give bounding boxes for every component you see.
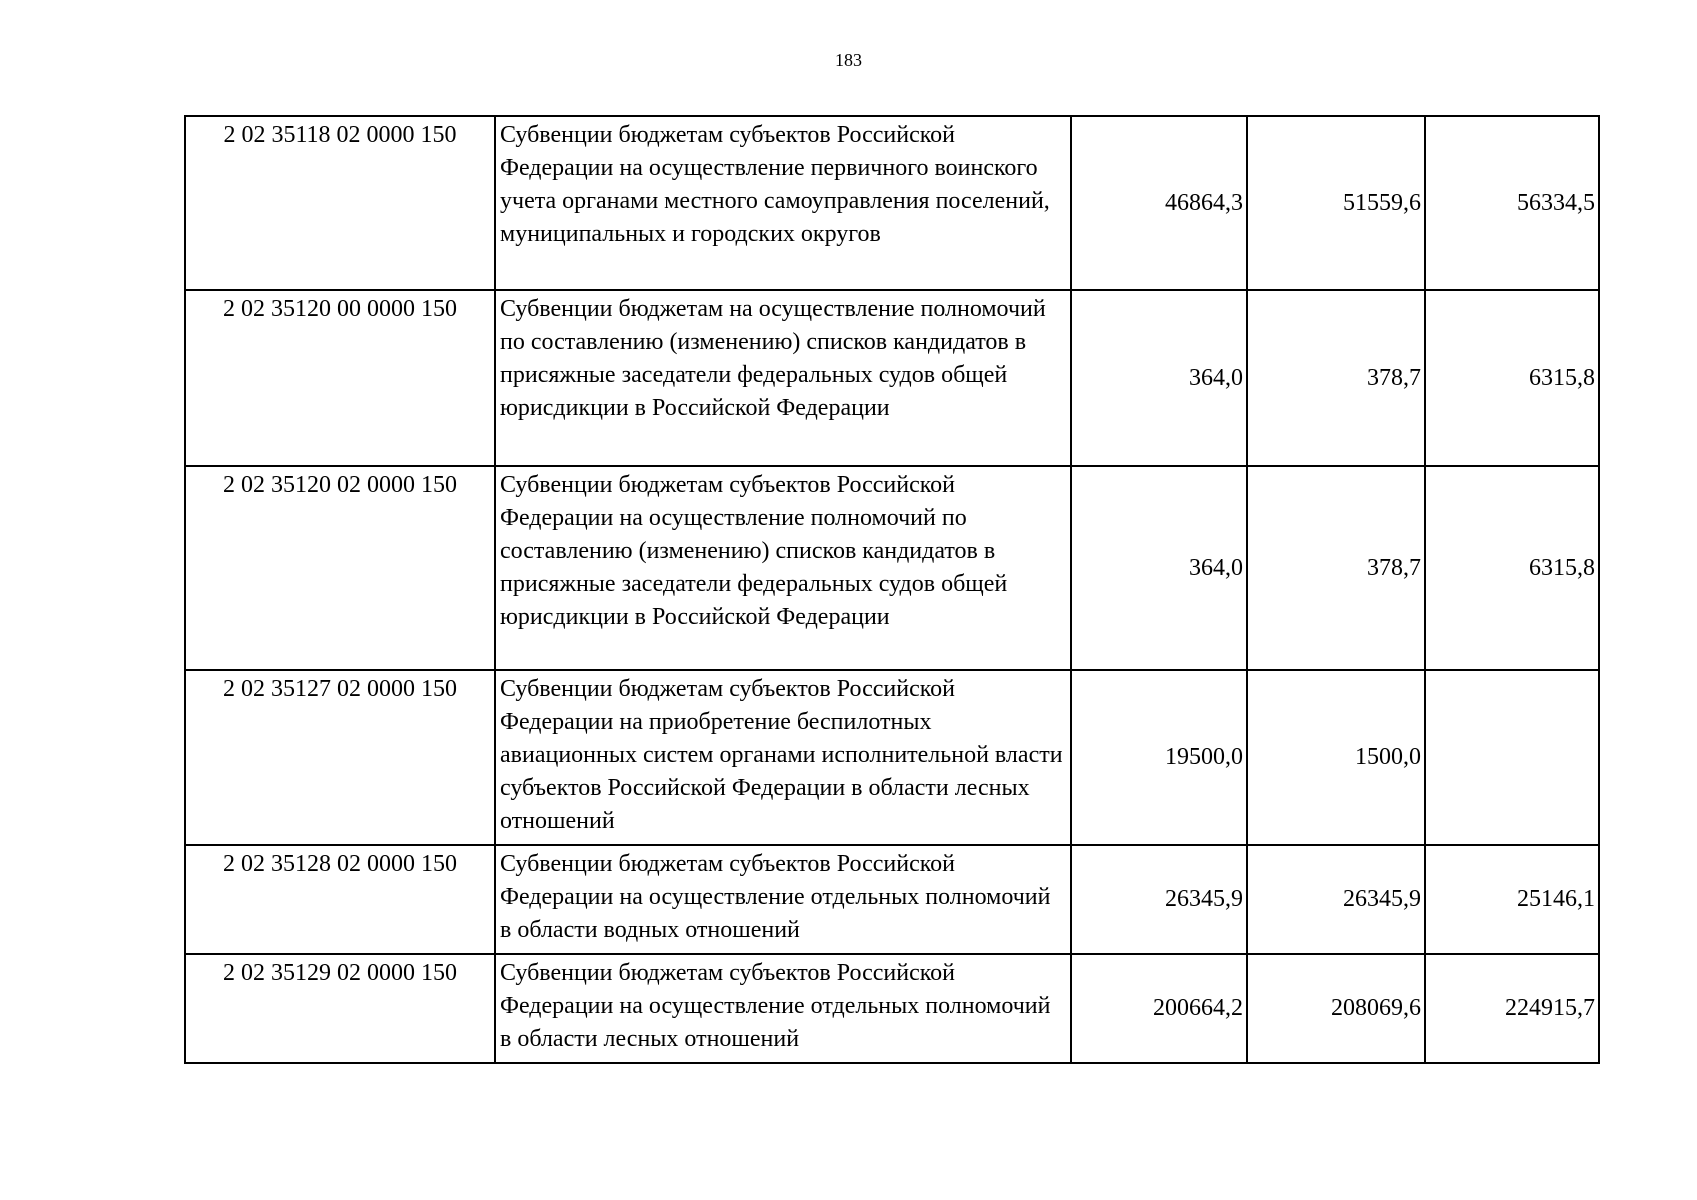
table-row	[185, 954, 1599, 1063]
description-cell: Субвенции бюджетам субъектов Российской Федерации на приобретение беспилотных авиационных систем органами исполнительной власти субъектов Российской Федерации в области лесных отношений	[495, 670, 1071, 845]
table-row	[185, 116, 1599, 290]
page-number: 183	[835, 50, 862, 70]
budget-code-cell: 2 02 35120 02 0000 150	[185, 466, 495, 670]
amount-year-2-cell: 26345,9	[1247, 845, 1425, 954]
amount-year-2-cell: 378,7	[1247, 466, 1425, 670]
amount-year-3-cell: 25146,1	[1425, 845, 1599, 954]
budget-code-cell: 2 02 35127 02 0000 150	[185, 670, 495, 845]
description-cell: Субвенции бюджетам субъектов Российской Федерации на осуществление отдельных полномочий в области водных отношений	[495, 845, 1071, 954]
table-row	[185, 290, 1599, 466]
amount-year-1-cell: 46864,3	[1071, 116, 1247, 290]
amount-year-1-cell: 364,0	[1071, 290, 1247, 466]
amount-year-1-cell: 200664,2	[1071, 954, 1247, 1063]
description-cell: Субвенции бюджетам на осуществление полномочий по составлению (изменению) списков кандидатов в присяжные заседатели федеральных судов общей юрисдикции в Российской Федерации	[495, 290, 1071, 466]
amount-year-3-cell: 56334,5	[1425, 116, 1599, 290]
budget-code-cell: 2 02 35120 00 0000 150	[185, 290, 495, 466]
amount-year-3-cell: 224915,7	[1425, 954, 1599, 1063]
table-row	[185, 466, 1599, 670]
amount-year-1-cell: 26345,9	[1071, 845, 1247, 954]
amount-year-2-cell: 378,7	[1247, 290, 1425, 466]
amount-year-1-cell: 19500,0	[1071, 670, 1247, 845]
amount-year-1-cell: 364,0	[1071, 466, 1247, 670]
amount-year-3-cell: 6315,8	[1425, 466, 1599, 670]
budget-code-cell: 2 02 35128 02 0000 150	[185, 845, 495, 954]
budget-revenue-table	[184, 115, 1600, 1064]
table-row	[185, 670, 1599, 845]
budget-code-cell: 2 02 35129 02 0000 150	[185, 954, 495, 1063]
budget-code-cell: 2 02 35118 02 0000 150	[185, 116, 495, 290]
amount-year-3-cell	[1425, 670, 1599, 845]
table-row	[185, 845, 1599, 954]
amount-year-2-cell: 208069,6	[1247, 954, 1425, 1063]
amount-year-3-cell: 6315,8	[1425, 290, 1599, 466]
amount-year-2-cell: 1500,0	[1247, 670, 1425, 845]
amount-year-2-cell: 51559,6	[1247, 116, 1425, 290]
description-cell: Субвенции бюджетам субъектов Российской Федерации на осуществление первичного воинского учета органами местного самоуправления поселений, муниципальных и городских округов	[495, 116, 1071, 290]
description-cell: Субвенции бюджетам субъектов Российской Федерации на осуществление полномочий по составлению (изменению) списков кандидатов в присяжные заседатели федеральных судов общей юрисдикции в Российской Федерации	[495, 466, 1071, 670]
description-cell: Субвенции бюджетам субъектов Российской Федерации на осуществление отдельных полномочий в области лесных отношений	[495, 954, 1071, 1063]
